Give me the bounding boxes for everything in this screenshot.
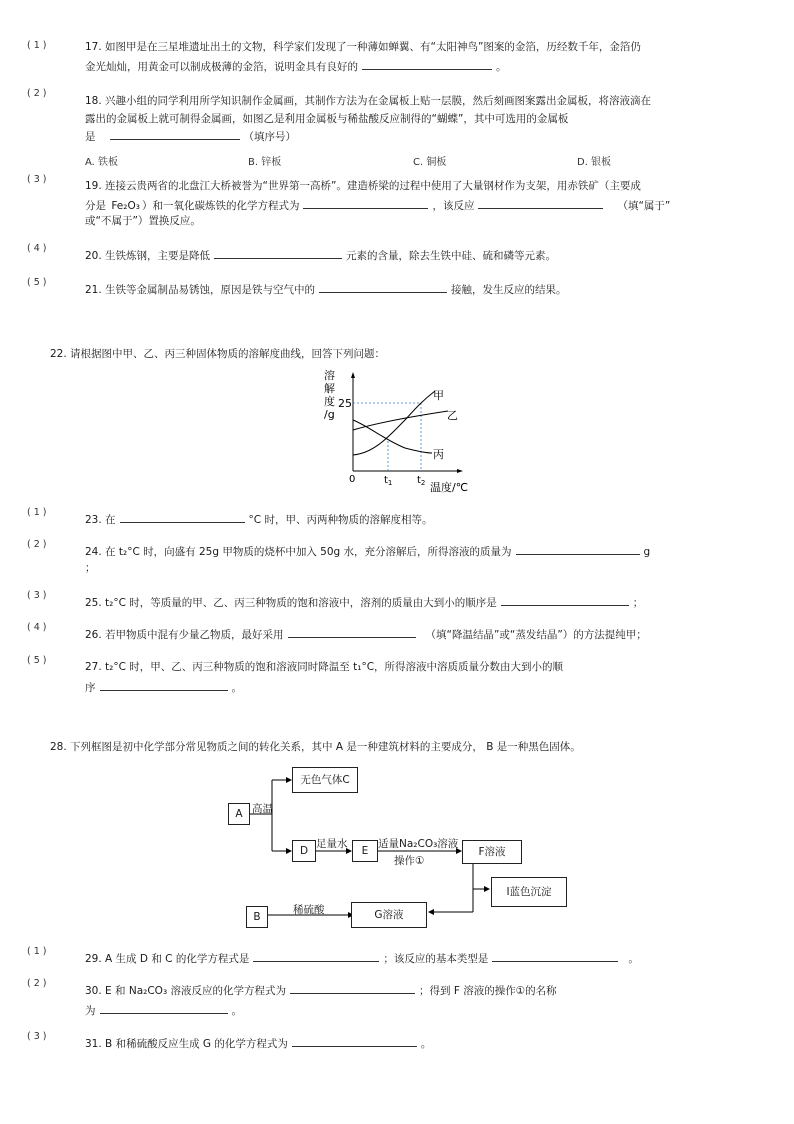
label-yi: 乙 xyxy=(447,409,458,422)
answer-blank-21[interactable] xyxy=(319,282,447,293)
answer-blank-20[interactable] xyxy=(214,248,342,259)
question-25: 25. t₂°C 时，等质量的甲、乙、丙三种物质的饱和溶液中，溶剂的质量由大到小的顺序是 ； xyxy=(85,597,644,609)
question-18-line3: 是 （填序号） xyxy=(85,131,296,143)
sub-index: ( 3 ) xyxy=(27,1031,47,1042)
answer-blank-26[interactable] xyxy=(288,627,416,638)
answer-blank-19a[interactable] xyxy=(303,198,428,209)
box-a: A xyxy=(228,803,250,825)
option-c: C. 铜板 xyxy=(413,157,447,168)
box-i: I蓝色沉淀 xyxy=(491,877,567,907)
sub-index: ( 4 ) xyxy=(27,622,47,633)
question-17-line1: 17. 如图甲是在三星堆遗址出土的文物，科学家们发现了一种薄如蝉翼、有“太阳神鸟”图案的金箔，历经数千年，金箔仍 xyxy=(85,41,641,53)
sub-index: ( 3 ) xyxy=(27,590,47,601)
answer-blank-30a[interactable] xyxy=(290,983,415,994)
x-tick-t1: $t_1$ xyxy=(384,475,393,487)
question-19-line1: 19. 连接云贵两省的北盘江大桥被誉为“世界第一高桥”。建造桥梁的过程中使用了大量钢材作为支架，用赤铁矿（主要成 xyxy=(85,180,641,192)
question-20: 20. 生铁炼钢，主要是降低 元素的含量，除去生铁中硅、硫和磷等元素。 xyxy=(85,250,557,262)
label-shiliang: 适量Na₂CO₃溶液 xyxy=(378,838,459,850)
y-axis-arrow xyxy=(351,372,355,378)
answer-blank-19b[interactable] xyxy=(478,198,603,209)
answer-blank-18[interactable] xyxy=(110,129,240,140)
label-gaowen: 高温 xyxy=(252,803,273,815)
answer-blank-24[interactable] xyxy=(516,544,640,555)
option-d: D. 银板 xyxy=(577,157,612,168)
sub-index: ( 2 ) xyxy=(27,88,47,99)
arrow-head-g-from-f xyxy=(428,909,434,915)
x-axis-label: 温度/℃ xyxy=(430,481,469,494)
y-axis-label-4: /g xyxy=(324,408,335,421)
answer-blank-27[interactable] xyxy=(100,680,228,691)
answer-blank-23[interactable] xyxy=(120,512,245,523)
answer-blank-25[interactable] xyxy=(501,595,629,606)
label-jia: 甲 xyxy=(433,389,444,402)
formula-fe2o3: Fe₂O₃ xyxy=(111,200,140,212)
answer-blank-30b[interactable] xyxy=(100,1003,228,1014)
sub-index: ( 1 ) xyxy=(27,40,47,51)
question-30-line2: 为 。 xyxy=(85,1005,242,1017)
label-xiliusuan: 稀硫酸 xyxy=(293,904,325,916)
option-b: B. 锌板 xyxy=(248,157,282,168)
question-19-line3: 或“不属于”）置换反应。 xyxy=(85,215,201,227)
arrow-head-i xyxy=(484,886,490,892)
curve-jia xyxy=(353,391,435,455)
label-caozuo: 操作① xyxy=(394,855,425,867)
sub-index: ( 4 ) xyxy=(27,243,47,254)
answer-blank-31[interactable] xyxy=(292,1036,417,1047)
option-a: A. 铁板 xyxy=(85,157,119,168)
sub-index: ( 2 ) xyxy=(27,978,47,989)
question-28-title: 28. 下列框图是初中化学部分常见物质之间的转化关系，其中 A 是一种建筑材料的主要成分， B 是一种黑色固体。 xyxy=(50,741,581,753)
question-22-title: 22. 请根据图中甲、乙、丙三种固体物质的溶解度曲线，回答下列问题： xyxy=(50,348,386,360)
answer-blank-29a[interactable] xyxy=(253,951,379,962)
question-27-line2: 序 。 xyxy=(85,682,242,694)
sub-index: ( 2 ) xyxy=(27,539,47,550)
y-axis-label-2: 解 xyxy=(324,382,335,395)
x-axis-arrow xyxy=(457,469,463,473)
box-f: F溶液 xyxy=(462,840,522,864)
answer-blank-17[interactable] xyxy=(362,59,492,70)
sub-index: ( 3 ) xyxy=(27,174,47,185)
sub-index: ( 5 ) xyxy=(27,277,47,288)
label-zuliangshui: 足量水 xyxy=(316,838,348,850)
box-d: D xyxy=(292,840,316,862)
question-18-line2: 露出的金属板上就可制得金属画，如图乙是利用金属板与稀盐酸反应制得的“蝴蝶”，其中可选用的金属板 xyxy=(85,113,569,125)
sub-index: ( 1 ) xyxy=(27,946,47,957)
curve-bing xyxy=(353,420,432,453)
question-23: 23. 在 °C 时，甲、丙两种物质的溶解度相等。 xyxy=(85,514,433,526)
question-19-line2: 分是 Fe₂O₃ ）和一氧化碳炼铁的化学方程式为 ，该反应 （填“属于” xyxy=(85,200,671,212)
question-21: 21. 生铁等金属制品易锈蚀，原因是铁与空气中的 接触，发生反应的结果。 xyxy=(85,284,567,296)
question-27-line1: 27. t₂°C 时，甲、乙、丙三种物质的饱和溶液同时降温至 t₁°C，所得溶液中溶质质量分数由大到小的顺 xyxy=(85,661,564,673)
box-c: 无色气体C xyxy=(292,767,358,793)
solubility-graph xyxy=(320,365,480,495)
label-bing: 丙 xyxy=(433,448,444,461)
question-17-line2: 金光灿灿，用黄金可以制成极薄的金箔，说明金具有良好的 。 xyxy=(85,61,507,73)
x-tick-t2: $t_2$ xyxy=(417,475,426,487)
question-31: 31. B 和稀硫酸反应生成 G 的化学方程式为 。 xyxy=(85,1038,432,1050)
y-tick-25: 25 xyxy=(338,397,352,410)
question-30-line1: 30. E 和 Na₂CO₃ 溶液反应的化学方程式为 ；得到 F 溶液的操作①的名称 xyxy=(85,985,557,997)
box-e: E xyxy=(352,840,378,862)
question-24: 24. 在 t₂°C 时，向盛有 25g 甲物质的烧杯中加入 50g 水，充分溶解后，所得溶液的质量为 g xyxy=(85,546,651,558)
sub-index: ( 5 ) xyxy=(27,655,47,666)
question-24-end: ； xyxy=(85,562,96,574)
question-29: 29. A 生成 D 和 C 的化学方程式是 ；该反应的基本类型是 。 xyxy=(85,953,639,965)
y-axis-label-3: 度 xyxy=(324,395,335,408)
question-18-line1: 18. 兴趣小组的同学利用所学知识制作金属画，其制作方法为在金属板上贴一层膜，然后刻画图案露出金属板，将溶液滴在 xyxy=(85,95,652,107)
y-axis-label-1: 溶 xyxy=(324,369,335,382)
origin-label: 0 xyxy=(349,474,356,485)
box-g: G溶液 xyxy=(351,902,427,928)
answer-blank-29b[interactable] xyxy=(492,951,618,962)
question-26: 26. 若甲物质中混有少量乙物质，最好采用 （填“降温结晶”或“蒸发结晶”）的方法提纯甲； xyxy=(85,629,647,641)
sub-index: ( 1 ) xyxy=(27,507,47,518)
box-b: B xyxy=(246,906,268,928)
